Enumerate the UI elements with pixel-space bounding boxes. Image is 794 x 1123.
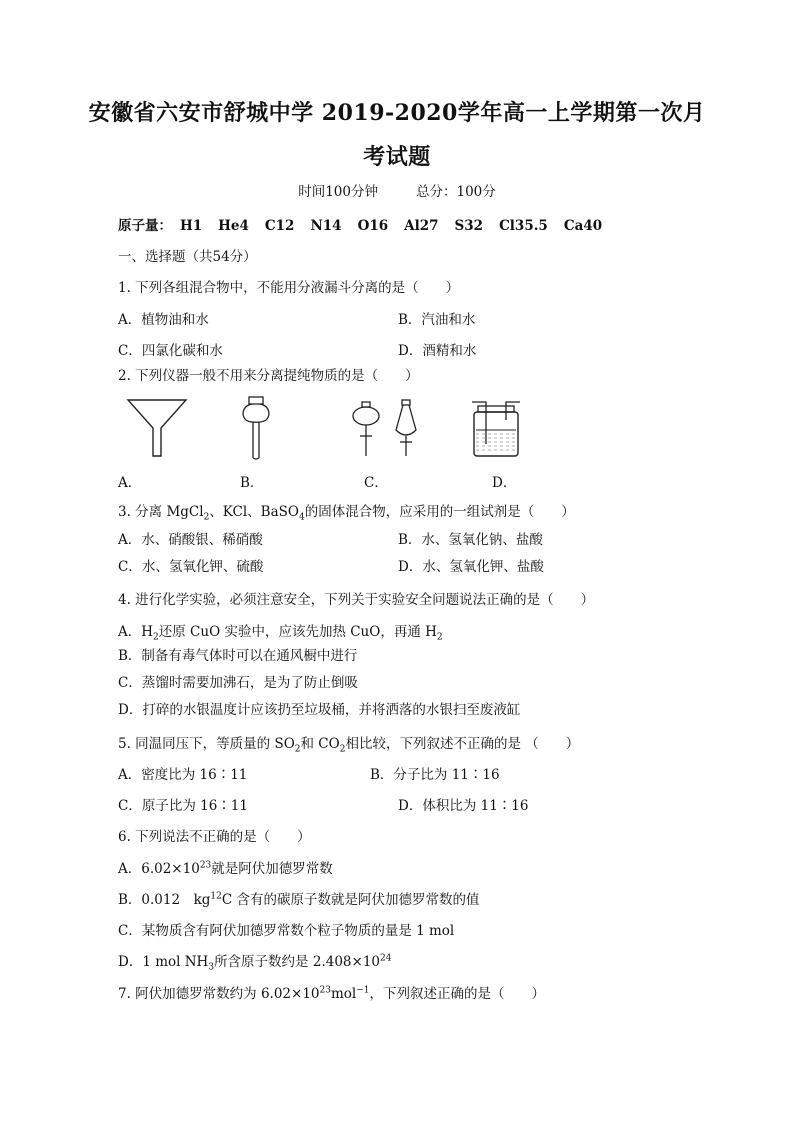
q2-option-b: B． <box>240 475 264 491</box>
atomic-mass-item: Cl35.5 <box>499 218 548 234</box>
atomic-mass-label: 原子量： <box>118 218 172 234</box>
q6-option-a: A．$6.02\times 10^{23}$就是阿伏加德罗常数 <box>118 860 333 877</box>
q3-option-d: D．水、氢氧化钾、盐酸 <box>398 559 544 575</box>
distillation-flask-figure <box>238 396 274 460</box>
q5-stem: 5. 同温同压下，等质量的 $SO_2$和 $CO_2$相比较，下列叙述不正确的是 （ ） <box>118 736 580 755</box>
exam-title-line2: 考试题 <box>363 144 431 170</box>
q2-option-d: D． <box>492 475 517 491</box>
q6-option-d: D．1 mol $NH_3$所含原子数约是 $2.408\times 10^{24}$ <box>118 953 392 973</box>
q3-stem: 3. 分离 MgCl$_2$、KCl、BaSO$_4$的固体混合物，应采用的一组试剂是（ ） <box>118 504 575 523</box>
q4-option-a: A．$H_2$还原 CuO 实验中，应该先加热 CuO，再通 $H_2$ <box>118 624 443 643</box>
q3-option-b: B．水、氢氧化钠、盐酸 <box>398 532 543 548</box>
atomic-mass-line <box>118 214 618 234</box>
q4-stem: 4. 进行化学实验，必须注意安全，下列关于实验安全问题说法正确的是（ ） <box>118 592 595 608</box>
gas-washing-bottle-figure <box>468 396 524 458</box>
q6-stem: 6. 下列说法不正确的是（ ） <box>118 829 311 845</box>
q1-option-c: C．四氯化碳和水 <box>118 343 223 359</box>
q1-option-d: D．酒精和水 <box>398 343 477 359</box>
q1-option-b: B．汽油和水 <box>398 312 476 328</box>
gas-washing-bottle-icon <box>468 396 524 458</box>
exam-title-line1: 安徽省六安市舒城中学 2019-2020学年高一上学期第一次月 <box>88 100 706 126</box>
separatory-funnel-icon <box>350 396 424 460</box>
q1-stem: 1. 下列各组混合物中，不能用分液漏斗分离的是（ ） <box>118 280 460 296</box>
q6-option-c: C．某物质含有阿伏加德罗常数个粒子物质的量是 1 mol <box>118 923 455 939</box>
atomic-mass-item: He4 <box>218 218 249 234</box>
q2-option-a: A． <box>118 475 142 491</box>
q5-option-d: D．体积比为 11∶16 <box>398 798 529 814</box>
separatory-funnel-figure <box>350 396 424 460</box>
atomic-mass-item: N14 <box>310 218 342 234</box>
q4-option-d: D．打碎的水银温度计应该扔至垃圾桶，并将洒落的水银扫至废液缸 <box>118 702 521 718</box>
q5-option-a: A．密度比为 16∶11 <box>118 767 248 783</box>
atomic-mass-item: Ca40 <box>563 218 603 234</box>
q3-option-a: A．水、硝酸银、稀硝酸 <box>118 532 263 548</box>
funnel-figure <box>126 396 188 458</box>
funnel-icon <box>126 396 188 458</box>
atomic-mass-item: H1 <box>180 218 203 234</box>
q5-option-b: B．分子比为 11∶16 <box>370 767 500 783</box>
atomic-mass-item: O16 <box>357 218 389 234</box>
q2-stem: 2. 下列仪器一般不用来分离提纯物质的是（ ） <box>118 368 419 384</box>
exam-meta <box>0 180 794 200</box>
q5-option-c: C．原子比为 16∶11 <box>118 798 248 814</box>
section-heading: 一、选择题（共54分） <box>118 249 257 265</box>
q2-option-c: C． <box>364 475 388 491</box>
q4-option-b: B．制备有毒气体时可以在通风橱中进行 <box>118 648 358 664</box>
q1-option-a: A．植物油和水 <box>118 312 209 328</box>
atomic-mass-item: S32 <box>454 218 484 234</box>
atomic-mass-item: Al27 <box>404 218 439 234</box>
q7-stem: 7. 阿伏加德罗常数约为 $6.02\times 10^{23}mol^{-1}$，下列叙述正确的是（ ） <box>118 985 545 1002</box>
exam-time: 时间100分钟 <box>298 184 378 200</box>
q4-option-c: C．蒸馏时需要加沸石，是为了防止倒吸 <box>118 675 358 691</box>
exam-total: 总分：100分 <box>416 184 496 200</box>
round-bottom-flask-icon <box>238 396 274 460</box>
q3-option-c: C．水、氢氧化钾、硫酸 <box>118 559 264 575</box>
atomic-mass-item: C12 <box>264 218 295 234</box>
q6-option-b: B．0.012 $kg^{12}C$ 含有的碳原子数就是阿伏加德罗常数的值 <box>118 891 480 908</box>
